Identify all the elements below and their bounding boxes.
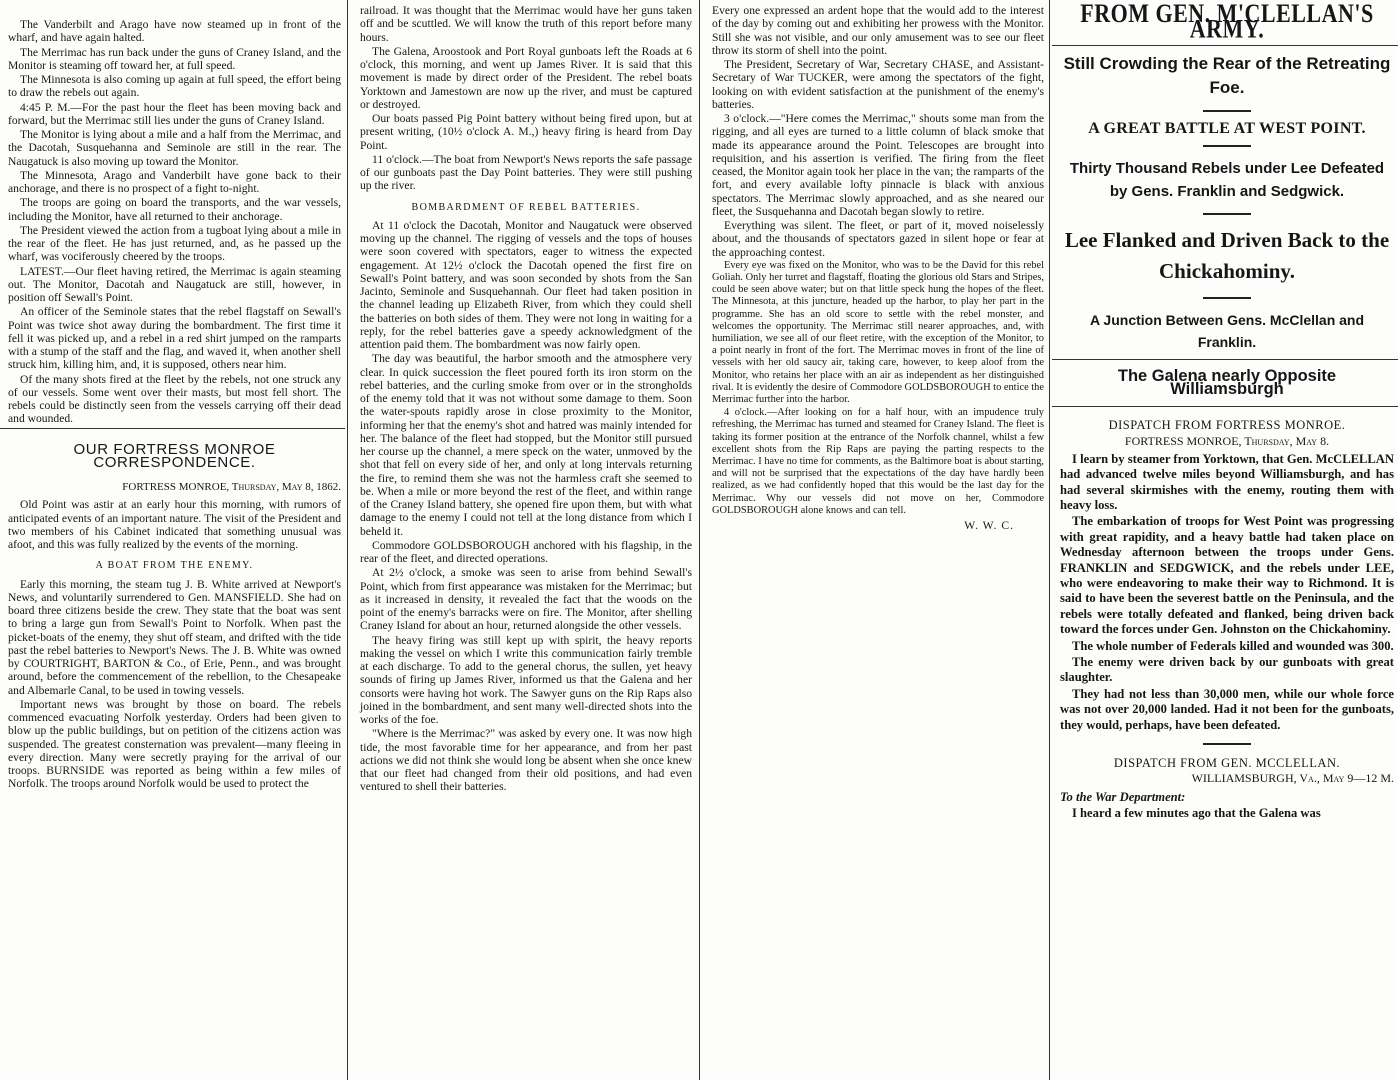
section-divider xyxy=(1052,359,1398,360)
article-paragraph: Early this morning, the steam tug J. B. White arrived at Newport's News, and voluntarily surrendered to Gen. MANSFIELD. She had on board three citizens beside the crew. They state that the boat was sent to bring a large gun from Sewall's Point to Norfolk. When past the picket-boats of the enemy, they shut off steam, and drifted with the tide past the rebel batteries to Newport's News. The J. B. White was owned by COURTRIGHT, BARTON & Co., of Erie, Penn., and was brought around, before the commencement of the rebellion, to the Chesapeake and Albemarle Canal, to be used in towing vessels. xyxy=(8,577,341,697)
headline-deck: A Junction Between Gens. McClellan and Franklin. xyxy=(1089,311,1365,350)
article-paragraph: The President, Secretary of War, Secretary CHASE, and Assistant-Secretary of War TUCKER, were among the spectators of the fight, looking on with evident satisfaction at the punishment of the enemy's batteries. xyxy=(712,58,1044,111)
article-paragraph: At 11 o'clock the Dacotah, Monitor and Naugatuck were observed moving up the channel. The rigging of vessels and the tops of houses were soon covered with spectators, eager to witness the expected engagement. At 12½ o'clock the Dacotah opened the first fire on Sewall's Point battery, and was soon seconded by shots from the San Jacinto, Seminole and Susquehannah. Our fleet had taken position in the channel leading up Elizabeth River, from which they could shell the batteries on both sides of them. They were not long in waiting for a reply, for the rebel batteries gave a speedy acknowledgment of the attention paid them. The bombardment was now fairly open. xyxy=(360,218,692,351)
column-rule xyxy=(1049,0,1050,1080)
dispatch-title: DISPATCH FROM FORTRESS MONROE. xyxy=(1108,418,1346,433)
article-paragraph: At 2½ o'clock, a smoke was seen to arise from behind Sewall's Point, which from first appearance was mistaken for the Merrimac; but as it increased in density, it revealed the fact that the woods on the point of the enemy's barracks were on fire. The Monitor, after shelling Craney Island for about an hour, returned alongside the other vessels. xyxy=(360,566,692,633)
article-paragraph: Old Point was astir at an early hour this morning, with rumors of anticipated events of an important nature. The visit of the President and two members of his Cabinet indicated that something unusual was afoot, and this was fully realized by the events of the morning. xyxy=(8,498,341,551)
section-divider xyxy=(1203,743,1251,745)
section-divider xyxy=(1203,145,1251,147)
article-paragraph: 4 o'clock.—After looking on for a half hour, with an impudence truly refreshing, the Merrimac has turned and steamed for Craney Island. The fleet is taking its former position at the entrance of the Norfolk channel, whilst a few excellent shots from the Rip Raps are paying the parting respects to the Merrimac. I have no time for comments, as the Baltimore boat is about starting, and will not be surprised that the expectations of the day have hardly been realized, as we had confidently hoped that this would be the last day for the Merrimac. Why our vessels did not move on her, Commodore GOLDSBOROUGH alone knows and can tell. xyxy=(712,407,1044,516)
article-paragraph: Important news was brought by those on board. The rebels commenced evacuating Norfolk yesterday. Orders had been given to blow up the public buildings, but on petition of the citizens action was suspended. The greatest consternation was prevalent—many fleeing in every direction. Many were secretly praying for the arrival of our troops. BURNSIDE was reported as being within a few miles of Norfolk. The troops around Norfolk would be used to protect the xyxy=(8,697,341,791)
headline-deck: A GREAT BATTLE AT WEST POINT. xyxy=(1088,119,1366,137)
headline-deck: Still Crowding the Rear of the Retreating Foe. xyxy=(1063,53,1391,97)
article-paragraph: The embarkation of troops for West Point was progressing with great rapidity, and a heavy battle had taken place on Wednesday afternoon between the troops under Gens. FRANKLIN and SEDGWICK, and the rebels under LEE, who were endeavoring to make their way to Richmond. It is said to have been the severest battle on the Peninsula, and the rebels were totally defeated and flanked, being driven back toward the forces under Gen. Johnston on the Chickahominy. xyxy=(1060,514,1394,637)
column-3 xyxy=(704,0,1048,1080)
article-paragraph: They had not less than 30,000 men, while our whole force was not over 20,000 landed. Had it not been for the gunboats, they would, perhaps, have been defeated. xyxy=(1060,686,1394,732)
article-paragraph: 4:45 P. M.—For the past hour the fleet has been moving back and forward, but the Merrimac still lies under the guns of Craney Island. xyxy=(8,100,341,127)
section-divider xyxy=(1203,297,1251,299)
dateline: FORTRESS MONROE, Thursday, May 8, 1862. xyxy=(122,481,341,493)
article-paragraph: I learn by steamer from Yorktown, that Gen. McCLELLAN had advanced twelve miles beyond Williamsburgh, and has had several skirmishes with the enemy, routing them with heavy loss. xyxy=(1060,451,1394,512)
column-1 xyxy=(0,0,345,1080)
article-paragraph: The Minnesota is also coming up again at full speed, the effort being to draw the rebels out again. xyxy=(8,73,341,100)
article-paragraph: The Galena, Aroostook and Port Royal gunboats left the Roads at 6 o'clock, this morning, and went up James River. It is said that this movement is made by direct order of the President. The rebel boats Yorktown and Jamestown are now up the river, and must be captured or destroyed. xyxy=(360,44,692,111)
article-paragraph: Commodore GOLDSBOROUGH anchored with his flagship, in the rear of the fleet, and directed operations. xyxy=(360,538,692,565)
article-paragraph: Every one expressed an ardent hope that the would add to the interest of the day by coming out and exhibiting her prowess with the Monitor. Still she was not visible, and our only amusement was to see our fleet throw its storm of shell into the point. xyxy=(712,4,1044,57)
correspondence-heading: OUR FORTRESS MONROE CORRESPONDENCE. xyxy=(73,440,276,471)
main-headline: FROM GEN. M'CLELLAN'S ARMY. xyxy=(1080,0,1374,44)
dispatch-title: DISPATCH FROM GEN. MCCLELLAN. xyxy=(1113,756,1341,771)
dateline: FORTRESS MONROE, Thursday, May 8. xyxy=(1124,433,1330,448)
column-4 xyxy=(1052,0,1398,1080)
section-divider xyxy=(0,428,345,429)
article-paragraph: The heavy firing was still kept up with spirit, the heavy reports making the vessel on which I write this communication fairly tremble at each discharge. To add to the general chorus, the sullen, yet heavy sounds of firing up James River, informed us that the Galena and her consorts were having hot work. The Sawyer guns on the Rip Raps also joined in the bombardment, and sent many well-directed shots into the works of the foe. xyxy=(360,633,692,726)
article-paragraph: The enemy were driven back by our gunboats with great slaughter. xyxy=(1060,655,1394,685)
article-paragraph: The Vanderbilt and Arago have now steamed up in front of the wharf, and have again halted. xyxy=(8,18,341,45)
subheading: A BOAT FROM THE ENEMY. xyxy=(95,560,254,572)
article-paragraph: The troops are going on board the transports, and the war vessels, including the Monitor, have all returned to their anchorage. xyxy=(8,196,341,223)
article-paragraph: The Monitor is lying about a mile and a half from the Merrimac, and the Dacotah, Susquehanna and Seminole are still in the rear. The Naugatuck is also moving up toward the Monitor. xyxy=(8,128,341,168)
section-divider xyxy=(1052,45,1398,46)
article-paragraph: Every eye was fixed on the Monitor, who was to be the David for this rebel Goliah. Only her turret and flagstaff, floating the glorious old Stars and Stripes, could be seen above water; but on that little speck hung the hopes of the fleet. The Minnesota, at this juncture, headed up the harbor, to play her part in the programme. She has an old score to settle with the rebel monster, and welcomes the opportunity. The Merrimac still nearer approaches, and, with humiliation, we see all of our fleet retire, with the exception of the Monitor, to a point nearly in front of the fort. The Merrimac moves in front of the line of vessels with her old saucy air, taking care, however, to keep aloof from the Monitor, who retains her place with an air as independent as her distinguished rival. It is evidently the desire of Commodore GOLDSBOROUGH to entice the Merrimac further into the harbor. xyxy=(712,259,1044,405)
article-paragraph: Of the many shots fired at the fleet by the rebels, not one struck any of our vessels. Some went over their masts, but most fell short. The rebels could be distinctly seen from the vessels carrying off their dead and wounded. xyxy=(8,372,341,426)
article-paragraph: The Merrimac has run back under the guns of Craney Island, and the Monitor is steaming off toward her, at full speed. xyxy=(8,45,341,72)
headline-deck: Thirty Thousand Rebels under Lee Defeated by Gens. Franklin and Sedgwick. xyxy=(1069,159,1385,200)
article-paragraph: I heard a few minutes ago that the Galena was xyxy=(1072,805,1321,820)
article-paragraph: 3 o'clock.—"Here comes the Merrimac," shouts some man from the rigging, and all eyes are turned to a little column of black smoke that made its appearance around the Point. Telescopes are brought into requisition, and his assertion is verified. The firing from the fleet ceased, the Monitor again took her place in the van; the ramparts of the fort, and every available lofty pinnacle is black with anxious spectators. The Merrimac slowly approached, and as she neared our fleet, the Susquehanna and Dacotah began slowly to retire. xyxy=(712,112,1044,218)
article-paragraph: The whole number of Federals killed and wounded was 300. xyxy=(1072,638,1394,653)
article-paragraph: Everything was silent. The fleet, or part of it, moved noiselessly about, and the thousands of spectators gazed in silent hope or fear at the approaching contest. xyxy=(712,219,1044,259)
subheading: BOMBARDMENT OF REBEL BATTERIES. xyxy=(411,201,641,213)
article-paragraph: The President viewed the action from a tugboat lying about a mile in the rear of the fleet. He has just returned, and, as he passed up the wharf, was vociferously cheered by the troops. xyxy=(8,223,341,264)
article-paragraph: LATEST.—Our fleet having retired, the Merrimac is again steaming out. The Monitor, Dacotah and Naugatuck are still, however, in position off Sewall's Point. xyxy=(8,264,341,304)
section-divider xyxy=(1203,110,1251,112)
article-paragraph: railroad. It was thought that the Merrimac would have her guns taken off and be scuttled. We will know the truth of this report before many hours. xyxy=(360,4,692,44)
headline-deck: Lee Flanked and Driven Back to the Chickahominy. xyxy=(1064,227,1390,283)
article-paragraph: The day was beautiful, the harbor smooth and the atmosphere very clear. In quick succession the fleet poured forth its iron storm on the rebel batteries, and the curling smoke from over or in the strongholds of the enemy told that it was not without some damage to them. Soon the water-spouts rapidly arose in close proximity to the Monitor, informing her that the enemy's shot and hatred was mainly intended for her. The balance of the fleet had stopped, but the Monitor still pursued her course up the channel, a mere speck on the water, unmoved by the shot that fell on every side of her, and only at long intervals returning the fire, to remind them she was not the harmless craft she seemed to be. When a mile or more beyond the rest of the fleet, and within range of the Craney Island battery, she opened fire upon them, but with what damage to the enemy I could not tell at the long distance from which I beheld it. xyxy=(360,352,692,538)
column-rule xyxy=(347,0,348,1080)
column-rule xyxy=(699,0,700,1080)
dateline: WILLIAMSBURGH, Va., May 9—12 M. xyxy=(1191,771,1394,786)
signature: W. W. C. xyxy=(964,519,1014,533)
column-2 xyxy=(352,0,696,1080)
article-paragraph: An officer of the Seminole states that the rebel flagstaff on Sewall's Point was twice shot away during the bombardment. The first time it fell it was picked up, and a rebel in a red shirt jumped on the ramparts with a stump of the staff and the flag, and waved it, when another shell struck him, killing him, and, it is supposed, others near him. xyxy=(8,305,341,372)
section-divider xyxy=(1052,406,1398,407)
article-paragraph: "Where is the Merrimac?" was asked by every one. It was now high tide, the most favorable time for her appearance, and from her past actions we did not think she would long be absent when she once knew that our fleet had changed from their old positions, and had even ventured to shell their batteries. xyxy=(360,727,692,794)
article-paragraph: The Minnesota, Arago and Vanderbilt have gone back to their anchorage, and there is no prospect of a fight to-night. xyxy=(8,168,341,195)
article-paragraph: 11 o'clock.—The boat from Newport's News reports the safe passage of our gunboats past the Day Point batteries. They were still pushing up the river. xyxy=(360,152,692,193)
section-divider xyxy=(1203,213,1251,215)
article-paragraph: Our boats passed Pig Point battery without being fired upon, but at present writing, (10½ o'clock A. M.,) heavy firing is heard from Day Point. xyxy=(360,112,692,152)
salutation: To the War Department: xyxy=(1060,789,1186,804)
headline-deck: The Galena nearly Opposite Williamsburgh xyxy=(1117,366,1337,398)
